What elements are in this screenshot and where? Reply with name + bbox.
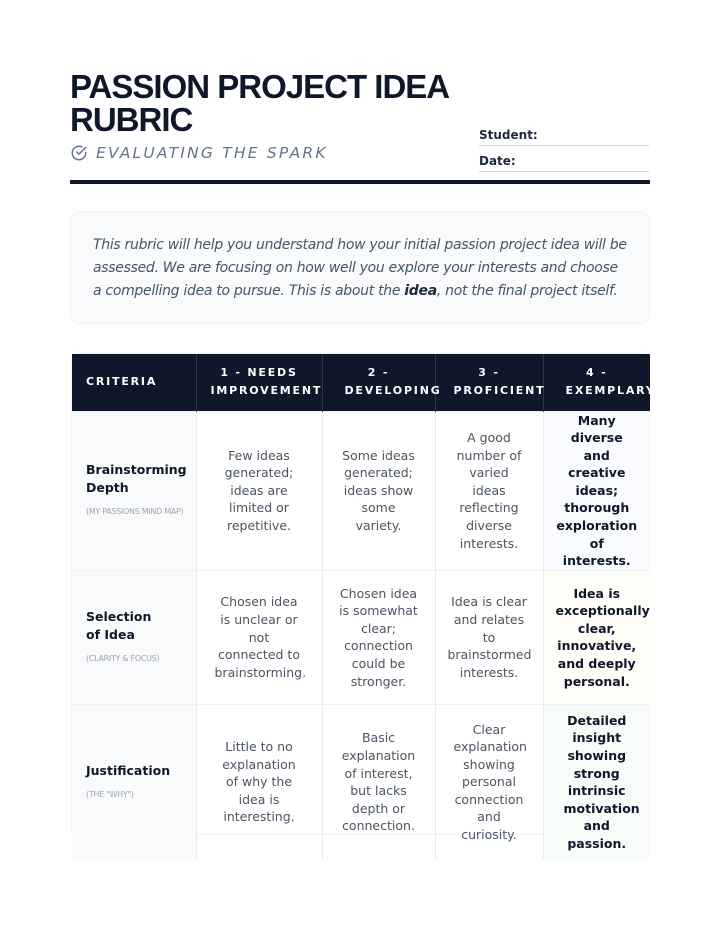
criterion-name: Selection of Idea bbox=[86, 608, 152, 642]
header-criteria: CRITERIA bbox=[72, 354, 196, 411]
date-label: Date: bbox=[479, 154, 516, 168]
intro-emphasis: idea bbox=[404, 283, 437, 299]
table-row bbox=[72, 570, 650, 704]
header-level-1: 1 - NEEDS IMPROVEMENT bbox=[196, 354, 322, 411]
level-2-cell: Chosen idea is somewhat clear; connection could be stronger. bbox=[322, 570, 435, 704]
intro-text-end: , not the final project itself. bbox=[436, 283, 618, 299]
header-divider bbox=[70, 180, 650, 184]
criterion-note: (THE "WHY") bbox=[86, 789, 134, 799]
level-4-cell: Detailed insight showing strong intrinsic motivation and passion. bbox=[543, 704, 650, 859]
subtitle-text: EVALUATING THE SPARK bbox=[96, 144, 328, 162]
criterion-note: (CLARITY & FOCUS) bbox=[86, 653, 160, 663]
level-4-cell: Many diverse and creative ideas; thorough exploration of interests. bbox=[543, 411, 650, 570]
table-row bbox=[72, 704, 650, 859]
subtitle bbox=[70, 144, 328, 162]
student-info bbox=[479, 120, 649, 172]
intro-text-start: This rubric will help you understand how your initial passion project idea will be assessed. We are focusing on how well you explore your interests and choose a compelling idea to pursue. This is about the bbox=[93, 237, 627, 299]
level-2-cell: Some ideas generated; ideas show some variety. bbox=[322, 411, 435, 570]
header-level-2: 2 - DEVELOPING bbox=[322, 354, 435, 411]
criterion-cell bbox=[72, 704, 196, 859]
level-1-cell: Few ideas generated; ideas are limited or repetitive. bbox=[196, 411, 322, 570]
student-label: Student: bbox=[479, 128, 538, 142]
level-4-cell: Idea is exceptionally clear, innovative, and deeply personal. bbox=[543, 570, 650, 704]
level-3-cell: Clear explanation showing personal connection and curiosity. bbox=[435, 704, 543, 859]
criterion-cell bbox=[72, 570, 196, 704]
header-level-4: 4 - EXEMPLARY bbox=[543, 354, 650, 411]
rubric-table bbox=[71, 353, 656, 851]
header-level-3: 3 - PROFICIENT bbox=[435, 354, 543, 411]
document-header bbox=[70, 70, 650, 184]
criterion-note: (MY PASSIONS MIND MAP) bbox=[86, 507, 184, 517]
check-circle-icon bbox=[70, 144, 88, 162]
criterion-name: Justification bbox=[86, 762, 171, 778]
intro-text bbox=[93, 234, 627, 303]
student-field[interactable] bbox=[479, 120, 649, 146]
page-title: PASSION PROJECT IDEA RUBRIC bbox=[70, 68, 448, 138]
level-1-cell: Chosen idea is unclear or not connected to brainstorming. bbox=[196, 570, 322, 704]
table-row bbox=[72, 411, 650, 570]
date-field[interactable] bbox=[479, 146, 649, 172]
level-3-cell: A good number of varied ideas reflecting diverse interests. bbox=[435, 411, 543, 570]
criterion-name: Brainstorming Depth bbox=[86, 462, 187, 496]
intro-box bbox=[70, 211, 650, 324]
criterion-cell bbox=[72, 411, 196, 570]
level-2-cell: Basic explanation of interest, but lacks depth or connection. bbox=[322, 704, 435, 859]
level-1-cell: Little to no explanation of why the idea is interesting. bbox=[196, 704, 322, 859]
header-row bbox=[72, 354, 650, 411]
level-3-cell: Idea is clear and relates to brainstormed interests. bbox=[435, 570, 543, 704]
